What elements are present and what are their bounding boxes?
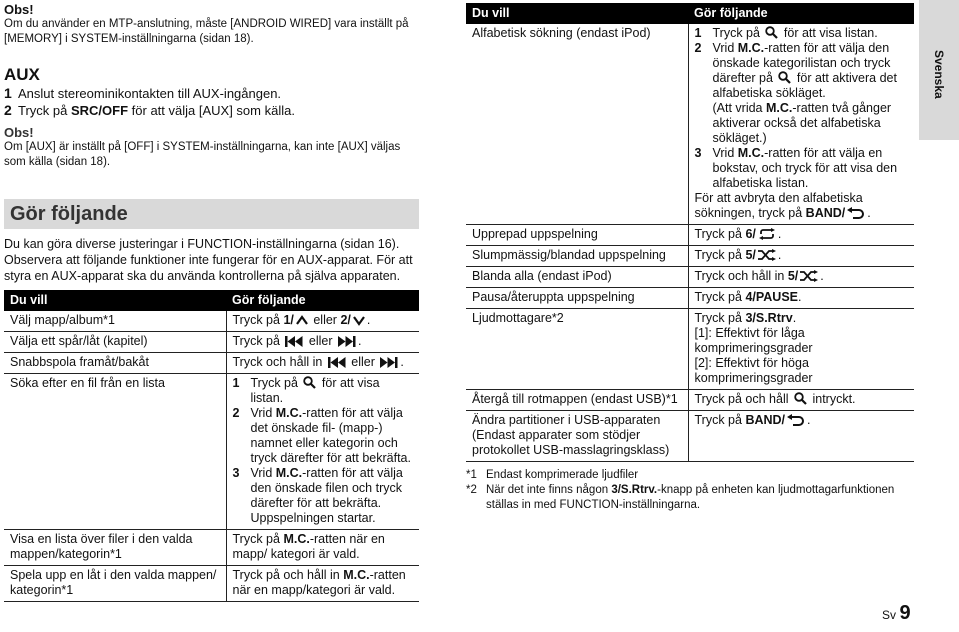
table-row: Ljudmottagare*2 Tryck på 3/S.Rtrv. [1]: Effektivt för låga komprimeringsgrader [2]: Effektivt för höga komprimeringsgrader <box>466 309 914 390</box>
footnotes: *1 Endast komprimerade ljudfiler *2 När det inte finns någon 3/S.Rtrv.-knapp på enheten kan ljudmottagarfunktionen ställas in med FUNCTION-inställningarna. <box>466 469 895 511</box>
table-row: Spela upp en låt i den valda mappen/ kategorin*1 Tryck på och håll in M.C.-ratten när en mapp/kategori är vald. <box>4 566 419 602</box>
previous-track-icon <box>285 336 303 347</box>
column-header-gor-foljande: Gör följande <box>226 290 419 311</box>
page-number: Sv 9 <box>882 602 911 624</box>
back-icon <box>847 207 865 219</box>
table-row: Ändra partitioner i USB-apparaten (Endast apparater som stödjer protokollet USB-masslagringsklass) Tryck på BAND/ . <box>466 411 914 462</box>
next-track-icon <box>380 357 398 368</box>
table-row: Välja ett spår/låt (kapitel) Tryck på eller . <box>4 332 419 353</box>
obs-text: Om du använder en MTP-anslutning, måste [ANDROID WIRED] vara inställt på [MEMORY] i SYSTEM-inställningarna (sidan 18). <box>4 18 409 45</box>
search-icon <box>794 392 807 405</box>
intro-text: Du kan göra diverse justeringar i FUNCTION-inställningarna (sidan 16). Observera att följande funktioner inte fungerar för en AUX-apparat. För att styra en AUX-apparat ska du använda kontrollerna på själva apparaten. <box>4 237 413 283</box>
back-icon <box>787 414 805 426</box>
function-table-left <box>4 290 419 602</box>
table-row: Pausa/återuppta uppspelning Tryck på 4/PAUSE. <box>466 288 914 309</box>
column-header-du-vill: Du vill <box>466 3 688 24</box>
aux-step-1: 1 Anslut stereominikontakten till AUX-ingången. <box>4 85 282 101</box>
section-banner: Gör följande <box>4 199 419 229</box>
chevron-down-icon <box>353 315 365 326</box>
aux-step-2: 2 Tryck på SRC/OFF för att välja [AUX] som källa. <box>4 102 295 118</box>
shuffle-icon <box>800 270 818 282</box>
table-row: Alfabetisk sökning (endast iPod) 1 Tryck på för att visa listan. 2 Vrid M.C.-ratten för att välja den önskade kategorilistan och tryck därefter på för att aktivera det alfabetiska sökläget. (Att vrida M.C.-ratten två gånger aktiverar också det alfabetiska sökläget.) 3 Vrid M.C.-ratten för att välja en bokstav, och tryck för att visa den alfabetiska listan. För att avbryta den alfabetiska sökningen, tryck på BAND/ . <box>466 24 914 225</box>
table-row: Snabbspola framåt/bakåt Tryck och håll in eller . <box>4 353 419 374</box>
next-track-icon <box>338 336 356 347</box>
shuffle-icon <box>758 249 776 261</box>
obs-text-2: Om [AUX] är inställt på [OFF] i SYSTEM-inställningarna, kan inte [AUX] väljas som källa (sidan 18). <box>4 141 401 168</box>
table-row: Upprepad uppspelning Tryck på 6/ . <box>466 225 914 246</box>
aux-title: AUX <box>4 65 40 84</box>
obs-title: Obs! <box>4 2 34 17</box>
search-icon <box>765 26 778 39</box>
column-header-du-vill: Du vill <box>4 290 226 311</box>
table-row: Söka efter en fil från en lista 1 Tryck på för att visa listan. 2 Vrid M.C.-ratten för att välja det önskade fil- (mapp-) namnet eller kategorin och tryck därefter för att bekräfta. 3 Vrid M.C.-ratten för att välja den önskade filen och tryck därefter för att bekräfta. Uppspelningen startar. <box>4 374 419 530</box>
table-row: Blanda alla (endast iPod) Tryck och håll in 5/ . <box>466 267 914 288</box>
previous-track-icon <box>328 357 346 368</box>
table-row: Visa en lista över filer i den valda mappen/kategorin*1 Tryck på M.C.-ratten när en mapp/ kategori är vald. <box>4 530 419 566</box>
search-icon <box>778 71 791 84</box>
function-table-right <box>466 3 914 462</box>
table-row: Återgå till rotmappen (endast USB)*1 Tryck på och håll intryckt. <box>466 390 914 411</box>
search-icon <box>303 376 316 389</box>
chevron-up-icon <box>296 315 308 326</box>
language-tab-label: Svenska <box>932 49 946 99</box>
table-row: Slumpmässig/blandad uppspelning Tryck på 5/ . <box>466 246 914 267</box>
column-header-gor-foljande: Gör följande <box>688 3 914 24</box>
table-row: Välj mapp/album*1 Tryck på 1/ eller 2/ . <box>4 311 419 332</box>
obs-title-2: Obs! <box>4 125 34 140</box>
repeat-icon <box>758 228 776 240</box>
